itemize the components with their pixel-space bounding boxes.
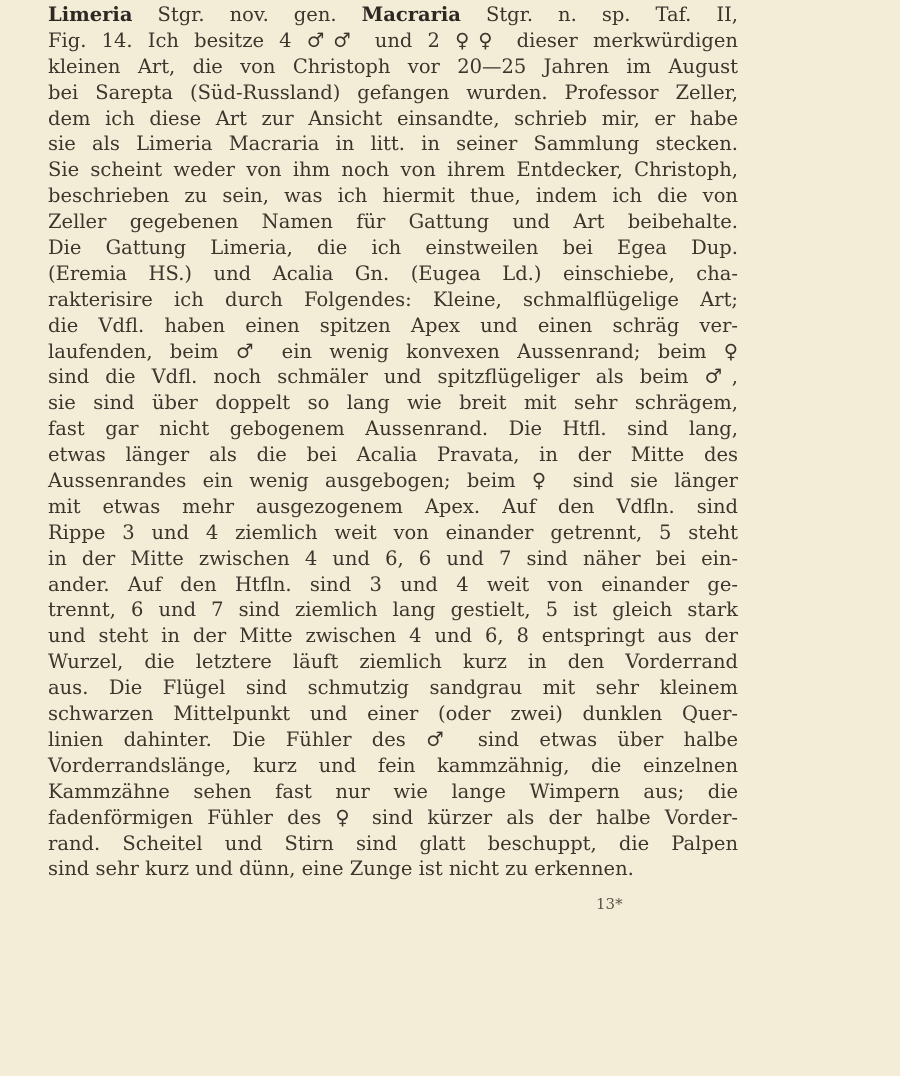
text-line: kleinen Art, die von Christoph vor 20—25 Jahren im August xyxy=(48,54,738,78)
text-line: Zeller gegebenen Namen für Gattung und Art beibehalte. xyxy=(48,210,738,234)
genus-name: Limeria xyxy=(48,3,133,26)
text-line: linien dahinter. Die Fühler des ♂ sind etwas über halbe xyxy=(48,727,738,751)
text-line: Rippe 3 und 4 ziemlich weit von einander getrennt, 5 steht xyxy=(48,520,738,544)
species-name: Macraria xyxy=(361,3,461,26)
species-authority: Stgr. n. sp. Taf. II, xyxy=(460,3,738,26)
text-line: laufenden, beim ♂ ein wenig konvexen Aussenrand; beim ♀ xyxy=(48,339,738,363)
text-line: fast gar nicht gebogenem Aussenrand. Die Htfl. sind lang, xyxy=(48,417,738,441)
text-line: in der Mitte zwischen 4 und 6, 6 und 7 sind näher bei ein- xyxy=(48,546,738,570)
body-text xyxy=(48,2,738,882)
text-line: rand. Scheitel und Stirn sind glatt beschuppt, die Palpen xyxy=(48,831,738,855)
text-line: sind sehr kurz und dünn, eine Zunge ist nicht zu erkennen. xyxy=(48,857,634,881)
text-line: Wurzel, die letztere läuft ziemlich kurz in den Vorderrand xyxy=(48,650,738,674)
text-line: ander. Auf den Htfln. sind 3 und 4 weit von einander ge- xyxy=(48,572,738,596)
text-line: Sie scheint weder von ihm noch von ihrem Entdecker, Christoph, xyxy=(48,158,738,182)
text-line: sie als Limeria Macraria in litt. in seiner Sammlung stecken. xyxy=(48,132,738,156)
text-line: Vorderrandslänge, kurz und fein kammzähnig, die einzelnen xyxy=(48,753,738,777)
text-line: dem ich diese Art zur Ansicht einsandte, schrieb mir, er habe xyxy=(48,106,738,130)
text-line: aus. Die Flügel sind schmutzig sandgrau mit sehr kleinem xyxy=(48,676,738,700)
text-line: beschrieben zu sein, was ich hiermit thue, indem ich die von xyxy=(48,184,738,208)
text-line: die Vdfl. haben einen spitzen Apex und einen schräg ver- xyxy=(48,313,738,337)
text-line: (Eremia HS.) und Acalia Gn. (Eugea Ld.) einschiebe, cha- xyxy=(48,261,738,285)
text-line: Aussenrandes ein wenig ausgebogen; beim ♀ sind sie länger xyxy=(48,469,738,493)
heading-line xyxy=(48,2,738,28)
text-line: und steht in der Mitte zwischen 4 und 6, 8 entspringt aus der xyxy=(48,624,738,648)
text-line: Die Gattung Limeria, die ich einstweilen bei Egea Dup. xyxy=(48,236,738,260)
text-line: schwarzen Mittelpunkt und einer (oder zwei) dunklen Quer- xyxy=(48,702,738,726)
text-line: etwas länger als die bei Acalia Pravata, in der Mitte des xyxy=(48,443,738,467)
text-line: sie sind über doppelt so lang wie breit mit sehr schrägem, xyxy=(48,391,738,415)
text-line: Fig. 14. Ich besitze 4 ♂♂ und 2 ♀♀ dieser merkwürdigen xyxy=(48,28,738,52)
genus-authority: Stgr. nov. gen. xyxy=(132,3,362,26)
text-line: mit etwas mehr ausgezogenem Apex. Auf den Vdfln. sind xyxy=(48,494,738,518)
page-signature: 13* xyxy=(596,895,623,913)
text-line: bei Sarepta (Süd-Russland) gefangen wurden. Professor Zeller, xyxy=(48,80,738,104)
text-line: Kammzähne sehen fast nur wie lange Wimpern aus; die xyxy=(48,779,738,803)
text-line: rakterisire ich durch Folgendes: Kleine, schmalflügelige Art; xyxy=(48,287,738,311)
text-line: sind die Vdfl. noch schmäler und spitzflügeliger als beim ♂, xyxy=(48,365,738,389)
text-line: trennt, 6 und 7 sind ziemlich lang gestielt, 5 ist gleich stark xyxy=(48,598,738,622)
text-line: fadenförmigen Fühler des ♀ sind kürzer als der halbe Vorder- xyxy=(48,805,738,829)
